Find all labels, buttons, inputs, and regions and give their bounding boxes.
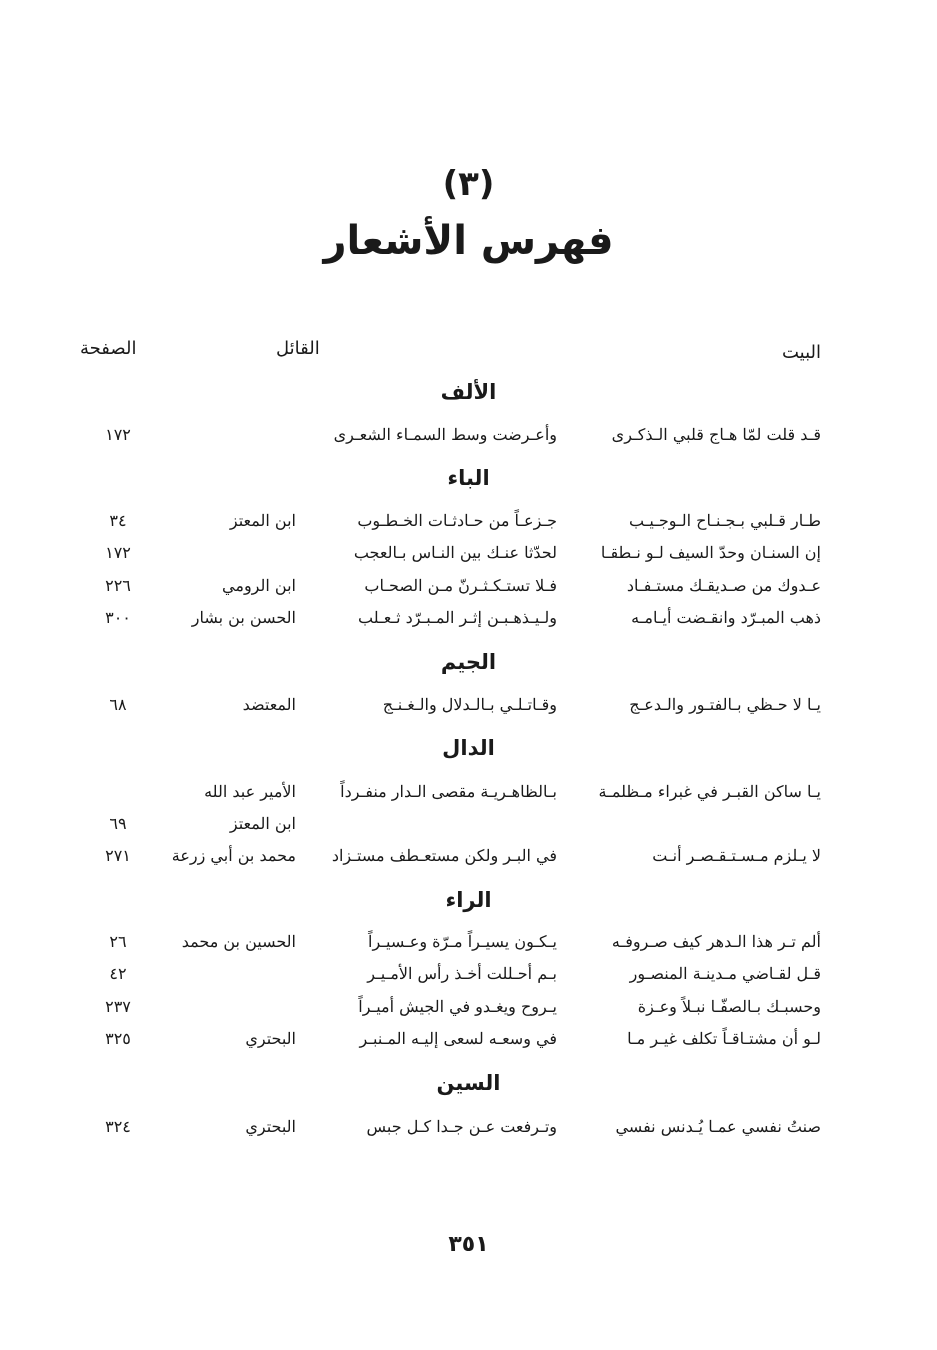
poet-name: البحتري [245,1117,296,1136]
poet-name: الحسن بن بشار [191,608,296,627]
table-row [0,608,937,638]
verse-first-hemistich: يـا لا حـظي بـالفتـور والـدعـج [629,695,821,714]
verse-first-hemistich: يـا ساكن القبـر في غبراء مـظلمـة [598,782,821,801]
poet-name: ابن الرومي [222,576,296,595]
footer-page-number: ٣٥١ [448,1232,489,1257]
chapter-number: (٣) [442,164,495,204]
verse-first-hemistich: وحسبـك بـالصفّـا نبـلاً وعـزة [637,997,821,1016]
table-row [0,1117,937,1147]
verse-first-hemistich: ذهب المبـرّد وانقـضت أيـامـه [631,608,821,627]
table-row [0,782,937,812]
page-number: ٢٢٦ [105,576,131,595]
page-number: ٢٣٧ [105,997,131,1016]
verse-first-hemistich: عـدوك من صـديقـك مستـفـاد [626,576,821,595]
page-title: فهرس الأشعار [323,218,614,264]
verse-second-hemistich: في وسعـه لسعى إليـه المـنبـر [359,1029,557,1048]
table-row [0,814,937,844]
verse-second-hemistich: لحدّثا عنـك بين النـاس بـالعجب [353,543,557,562]
page-number: ١٧٢ [105,425,131,444]
table-row [0,997,937,1027]
table-row [0,695,937,725]
verse-second-hemistich: وأعـرضت وسط السمـاء الشعـرى [333,425,557,444]
column-header-poet: القائل [276,338,320,359]
poet-name: الأمير عبد الله [204,782,296,801]
page-number: ٣٠٠ [105,608,131,627]
section-heading: الباء [447,466,490,490]
table-row [0,511,937,541]
page-number: ١٧٢ [105,543,131,562]
page-number: ٤٢ [109,964,127,983]
verse-second-hemistich: بـالظاهـريـة مقصى الـدار منفـرداً [340,782,557,801]
section-heading: الراء [445,888,492,912]
table-row [0,543,937,573]
verse-first-hemistich: صنتُ نفسي عمـا يُـدنس نفسي [615,1117,821,1136]
verse-second-hemistich: يـكـون يسيـراً مـرّة وعـسيـراً [368,932,557,951]
verse-first-hemistich: لا يـلزم مـسـتـقـصـر أنـت [652,846,821,865]
poet-name: محمد بن أبي زرعة [171,846,296,865]
poet-name: البحتري [245,1029,296,1048]
table-row [0,932,937,962]
column-header-verse: البيت [781,342,821,363]
verse-first-hemistich: إن السنـان وحدّ السيف لـو نـطقـا [600,543,821,562]
verse-second-hemistich: بـم أحـللت أخـذ رأس الأمـيـر [367,964,557,983]
table-row [0,846,937,876]
verse-second-hemistich: ولـيـذهـبـن إثـر المـبـرّد ثـعـلب [358,608,557,627]
poet-name: ابن المعتز [229,814,296,833]
verse-second-hemistich: فـلا تستـكـثـرنّ مـن الصحـاب [364,576,557,595]
verse-first-hemistich: قـد قلت لمّا هـاج قلبي الـذكـرى [611,425,821,444]
page-number: ٢٦ [109,932,127,951]
table-row [0,1029,937,1059]
poet-name: المعتضد [242,695,296,714]
table-row [0,576,937,606]
page-number: ٦٨ [109,695,127,714]
table-row [0,425,937,455]
verse-first-hemistich: ألم تـر هذا الـدهر كيف صـروفـه [611,932,821,951]
page-number: ٦٩ [109,814,127,833]
poet-name: الحسين بن محمد [181,932,296,951]
verse-first-hemistich: قـل لقـاضي مـدينـة المنصـور [629,964,821,983]
page-number: ٢٧١ [105,846,131,865]
page-number: ٣٤ [109,511,127,530]
section-heading: الدال [442,736,495,760]
verse-second-hemistich: يـروح ويغـدو في الجيش أميـراً [358,997,557,1016]
column-header-page: الصفحة [80,338,137,359]
verse-first-hemistich: طـار قـلبي بـجـنـاح الـوجـيـب [628,511,821,530]
section-heading: الجيم [440,650,497,674]
page-number: ٣٢٤ [105,1117,131,1136]
verse-second-hemistich: جـزعـاً من حـادثـات الخـطـوب [357,511,557,530]
verse-second-hemistich: في البـر ولكن مستعـطف مستـزاد [331,846,557,865]
verse-second-hemistich: وقـاتـلـي بـالـدلال والـغـنـج [382,695,557,714]
verse-first-hemistich: لـو أن مشتـاقـاً تكلف غيـر مـا [627,1029,821,1048]
section-heading: السين [436,1071,501,1095]
page-number: ٣٢٥ [105,1029,131,1048]
section-heading: الألف [440,380,497,404]
verse-second-hemistich: وتـرفعت عـن جـدا كـل جبس [366,1117,557,1136]
table-row [0,964,937,994]
poet-name: ابن المعتز [229,511,296,530]
